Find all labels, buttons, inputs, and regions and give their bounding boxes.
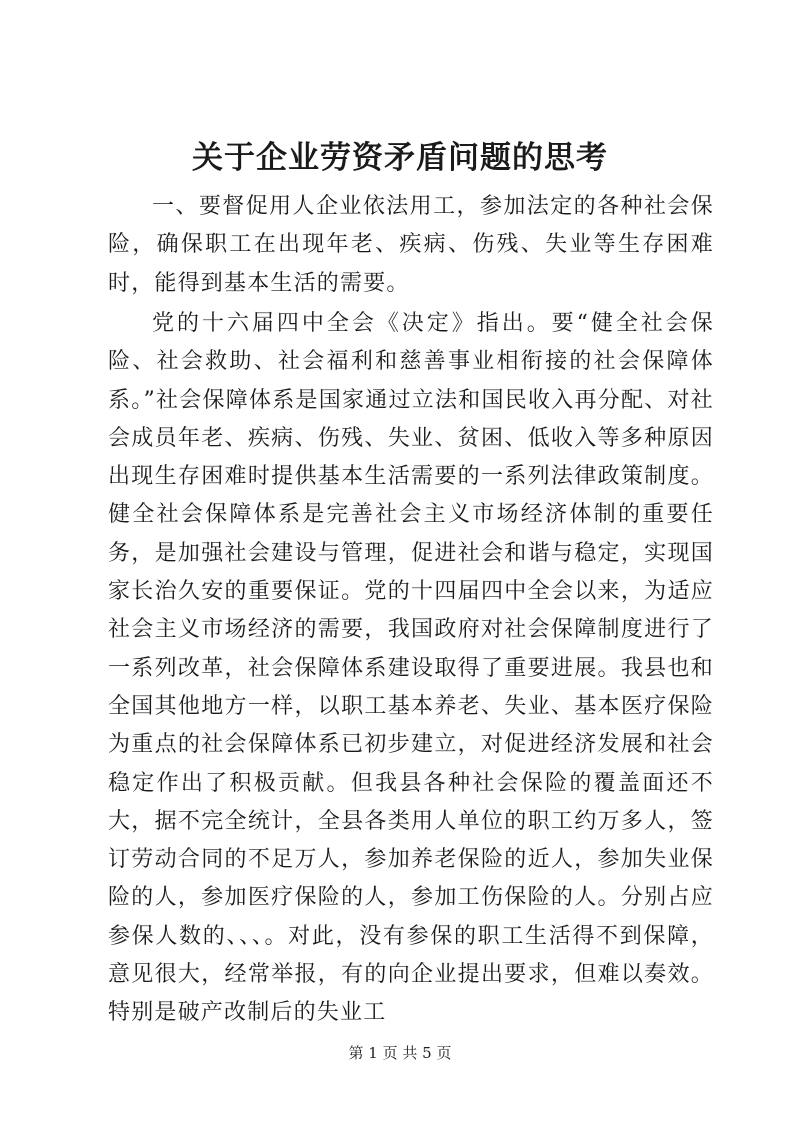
document-title: 关于企业劳资矛盾问题的思考	[192, 140, 608, 176]
paragraph-2: 党的十六届四中全会《决定》指出。要“健全社会保险、社会救助、社会福利和慈善事业相衔接的社会保障体系。”社会保障体系是国家通过立法和国民收入再分配、对社会成员年老、疾病、伤残、失业、贫困、低收入等多种原因出现生存困难时提供基本生活需要的一系列法律政策制度。健全社会保障体系是完善社会主义市场经济体制的重要任务，是加强社会建设与管理，促进社会和谐与稳定，实现国家长治久安的重要保证。党的十四届四中全会以来，为适应社会主义市场经济的需要，我国政府对社会保障制度进行了一系列改革，社会保障体系建设取得了重要进展。我县也和全国其他地方一样，以职工基本养老、失业、基本医疗保险为重点的社会保障体系已初步建立，对促进经济发展和社会稳定作出了积极贡献。但我县各种社会保险的覆盖面还不大，据不完全统计，全县各类用人单位的职工约万多人，签订劳动合同的不足万人，参加养老保险的近人，参加失业保险的人，参加医疗保险的人，参加工伤保险的人。分别占应参保人数的、、、。对此，没有参保的职工生活得不到保障，意见很大，经常举报，有的向企业提出要求，但难以奏效。特别是破产改制后的失业工	[108, 311, 714, 1026]
paragraph-1: 一、要督促用人企业依法用工，参加法定的各种社会保险，确保职工在出现年老、疾病、伤残、失业等生存困难时，能得到基本生活的需要。	[108, 194, 714, 296]
page-footer: 第 1 页 共 5 页	[348, 1044, 452, 1062]
